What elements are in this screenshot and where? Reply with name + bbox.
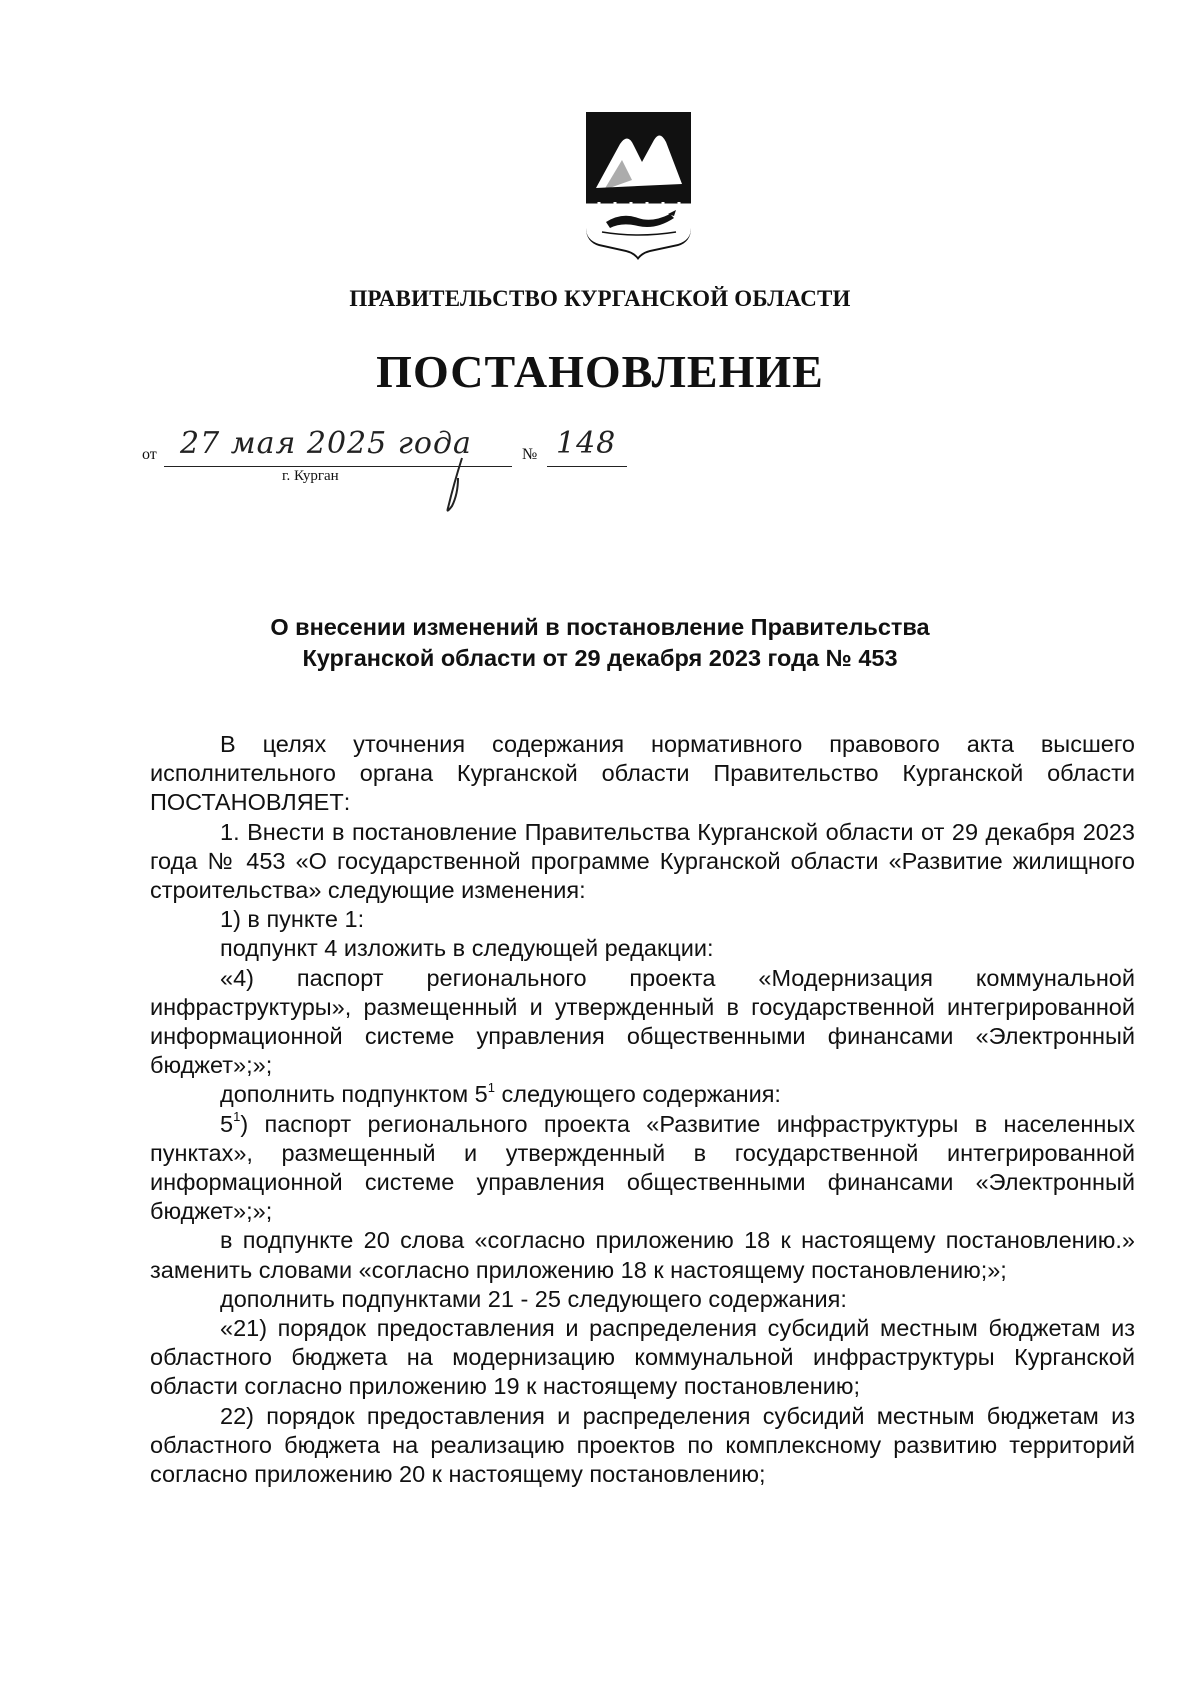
text-span: следующего содержания:: [494, 1081, 781, 1108]
superscript: 1: [487, 1079, 495, 1095]
number-underline: [547, 466, 627, 467]
kurgan-oblast-coat-of-arms-icon: [582, 110, 695, 260]
text-span: 5: [220, 1110, 234, 1137]
paragraph-item-1: 1. Внести в постановление Правительства Курганской области от 29 декабря 2023 года № 453 «О государственной программе Курганской области «Развитие жилищного строительства» следующие изменения:: [150, 818, 1135, 904]
handwritten-date: 27 мая 2025 года: [180, 426, 472, 461]
government-name: ПРАВИТЕЛЬСТВО КУРГАНСКОЙ ОБЛАСТИ: [349, 286, 851, 311]
date-from-label: от: [142, 446, 157, 463]
text-span: ) паспорт регионального проекта «Развитие инфраструктуры в населенных пунктах», размещенный и утвержденный в государственной интегрированной информационной системе управления общественными финансами «Электронный бюджет»;»;: [150, 1110, 1135, 1225]
text-span: дополнить подпунктом 5: [220, 1081, 488, 1108]
dateline: [142, 426, 662, 498]
decree-title-line-2: Курганской области от 29 декабря 2023 года № 453: [302, 645, 898, 671]
handwriting-flourish: [432, 438, 522, 518]
paragraph-subitem-4-text: «4) паспорт регионального проекта «Модернизация коммунальной инфраструктуры», размещенный и утвержденный в государственной интегрированной информационной системе управления общественными финансами «Электронный бюджет»;»;: [150, 964, 1135, 1079]
superscript: 1: [233, 1108, 241, 1124]
paragraph-subitem-5-1-text: [150, 1110, 1135, 1227]
decree-title-line-1: О внесении изменений в постановление Правительства: [270, 614, 930, 640]
paragraph-subitem-20: в подпункте 20 слова «согласно приложению 18 к настоящему постановлению.» заменить словами «согласно приложению 18 к настоящему постановлению;»;: [150, 1227, 1135, 1283]
paragraph-subitems-21-25-intro: дополнить подпунктами 21 - 25 следующего содержания:: [220, 1285, 847, 1312]
handwritten-number: 148: [556, 426, 617, 461]
paragraph-preamble: В целях уточнения содержания нормативного правового акта высшего исполнительного органа Курганской области Правительство Курганской области ПОСТАНОВЛЯЕТ:: [150, 731, 1135, 816]
number-label: №: [522, 446, 538, 463]
city-name: г. Курган: [282, 468, 339, 484]
decree-title: [0, 612, 1200, 674]
paragraph-subitem-5-1-intro: [150, 1080, 1135, 1109]
paragraph-subitem-4-intro: подпункт 4 изложить в следующей редакции:: [220, 935, 714, 962]
paragraph-subitem-21: «21) порядок предоставления и распределения субсидий местным бюджетам из областного бюджета на модернизацию коммунальной инфраструктуры Курганской области согласно приложению 19 к настоящему постановлению;: [150, 1315, 1135, 1400]
paragraph-subitem-1: 1) в пункте 1:: [220, 906, 365, 933]
document-type-title: ПОСТАНОВЛЕНИЕ: [376, 346, 824, 397]
paragraph-subitem-22: 22) порядок предоставления и распределения субсидий местным бюджетам из областного бюджета на реализацию проектов по комплексному развитию территорий согласно приложению 20 к настоящему постановлению;: [150, 1402, 1135, 1488]
decree-body: [150, 730, 1135, 1489]
